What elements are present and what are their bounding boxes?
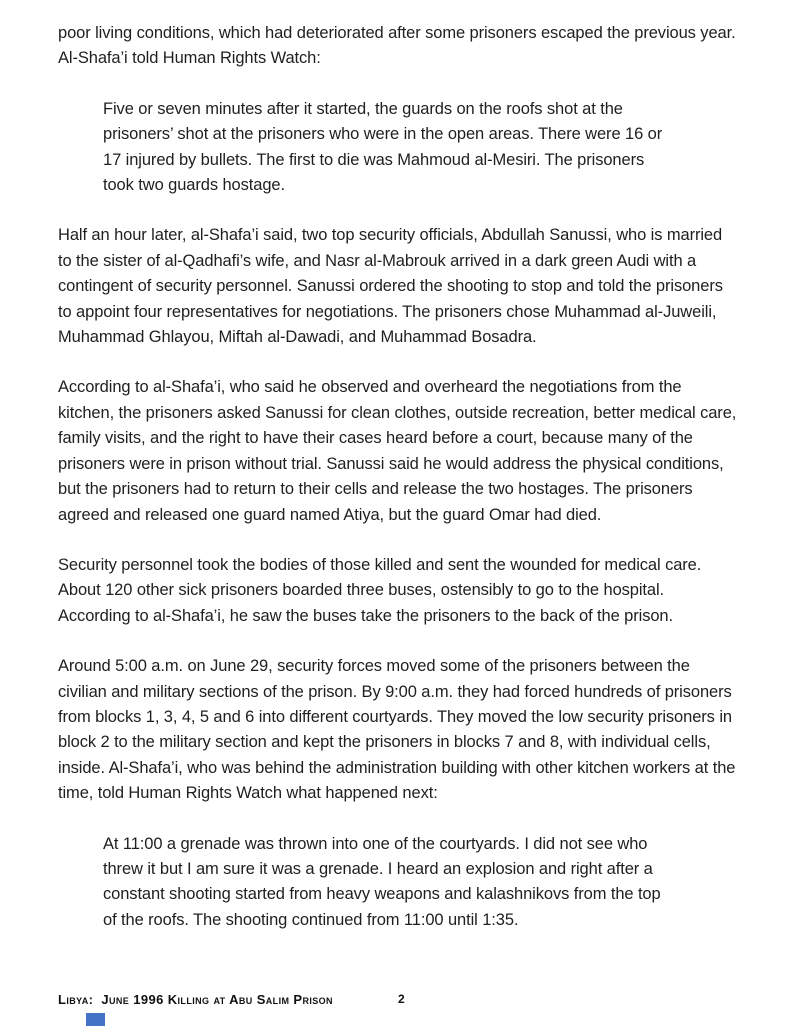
- paragraph: Around 5:00 a.m. on June 29, security forces moved some of the prisoners between the civilian and military sections of the prison. By 9:00 a.m. they had forced hundreds of prisoners from blocks 1, 3, 4, 5 and 6 into different courtyards. They moved the low security prisoners in block 2 to the military section and kept the prisoners in blocks 7 and 8, with individual cells, inside. Al-Shafa’i, who was behind the administration building with other kitchen workers at the time, told Human Rights Watch what happened next:: [58, 657, 736, 803]
- page-number: 2: [398, 992, 405, 1006]
- running-title: Libya: June 1996 Killing at Abu Salim Prison: [58, 992, 333, 1007]
- paragraph: poor living conditions, which had deteriorated after some prisoners escaped the previous year. Al-Shafa’i told Human Rights Watch:: [58, 24, 736, 68]
- paragraph: Security personnel took the bodies of those killed and sent the wounded for medical care. About 120 other sick prisoners boarded three buses, ostensibly to go to the hospital. According to al-Shafa’i, he saw the buses take the prisoners to the back of the prison.: [58, 555, 702, 625]
- paragraph: Half an hour later, al-Shafa’i said, two top security officials, Abdullah Sanussi, who is married to the sister of al-Qadhafi’s wife, and Nasr al-Mabrouk arrived in a dark green Audi with a contingent of security personnel. Sanussi ordered the shooting to stop and told the prisoners to appoint four representatives for negotiations. The prisoners chose Muhammad al-Juweili, Muhammad Ghlayou, Miftah al-Dawadi, and Muhammad Bosadra.: [58, 226, 723, 347]
- page-footer: [58, 992, 740, 1008]
- blue-marker: [86, 1013, 105, 1026]
- page-body: [58, 21, 740, 958]
- paragraph: According to al-Shafa’i, who said he observed and overheard the negotiations from the kitchen, the prisoners asked Sanussi for clean clothes, outside recreation, better medical care, family visits, and the right to have their cases heard before a court, because many of the prisoners were in prison without trial. Sanussi said he would address the physical conditions, but the prisoners had to return to their cells and release the two hostages. The prisoners agreed and released one guard named Atiya, but the guard Omar had died.: [58, 378, 737, 524]
- block-quote: Five or seven minutes after it started, the guards on the roofs shot at the prisoners’ shot at the prisoners who were in the open areas. There were 16 or 17 injured by bullets. The first to die was Mahmoud al-Mesiri. The prisoners took two guards hostage.: [103, 99, 663, 195]
- block-quote: At 11:00 a grenade was thrown into one of the courtyards. I did not see who threw it but I am sure it was a grenade. I heard an explosion and right after a constant shooting started from heavy weapons and kalashnikovs from the top of the roofs. The shooting continued from 11:00 until 1:35.: [103, 834, 661, 929]
